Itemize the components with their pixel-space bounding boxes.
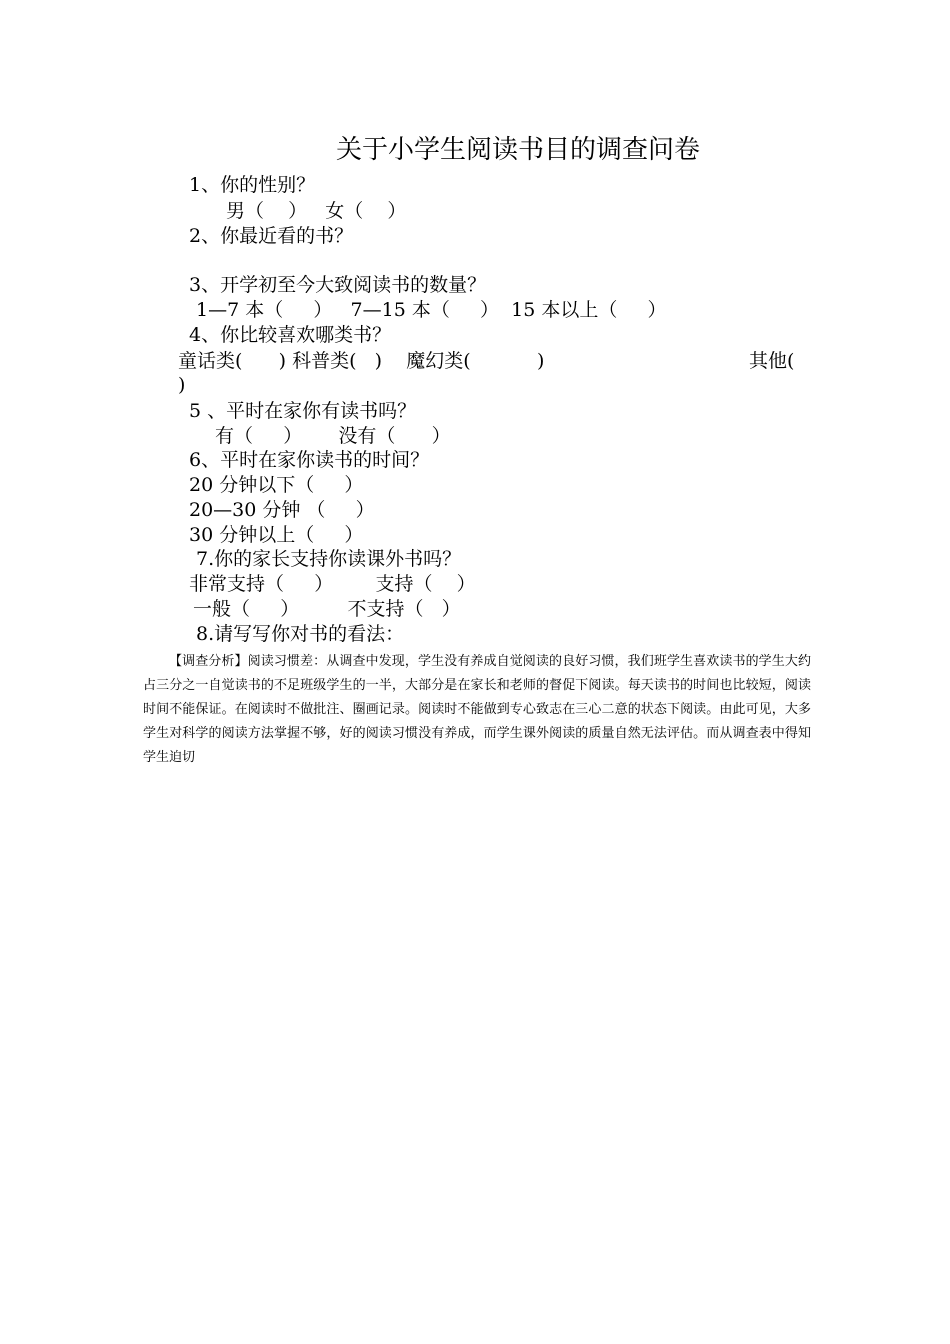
question-7-label: 7.你的家长支持你读课外书吗？	[196, 548, 462, 570]
question-5-options: 有（ ） 没有（ ）	[215, 425, 451, 447]
question-1-label: 1、你的性别？	[189, 174, 316, 196]
question-6-option-2: 20—30 分钟 （ ）	[189, 499, 375, 521]
question-3-label: 3、开学初至今大致阅读书的数量？	[189, 274, 487, 296]
question-7-options-1: 非常支持（ ） 支持（ ）	[189, 573, 476, 595]
page-title: 关于小学生阅读书目的调查问卷	[335, 135, 700, 165]
question-2-label: 2、你最近看的书？	[189, 225, 354, 247]
question-6-option-3: 30 分钟以上（ ）	[189, 524, 364, 546]
question-4-options-c: )	[178, 374, 186, 396]
question-6-option-1: 20 分钟以下（ ）	[189, 474, 364, 496]
question-6-label: 6、平时在家你读书的时间？	[189, 449, 430, 471]
question-8-label: 8.请写写你对书的看法：	[196, 623, 405, 645]
question-1-options: 男（ ） 女（ ）	[226, 200, 407, 222]
question-7-options-2: 一般（ ） 不支持（ ）	[193, 598, 461, 620]
question-5-label: 5 、平时在家你有读书吗？	[189, 400, 417, 422]
question-3-options: 1—7 本（ ） 7—15 本（ ） 15 本以上（ ）	[196, 299, 667, 321]
survey-analysis-paragraph: 【调查分析】阅读习惯差：从调查中发现，学生没有养成自觉阅读的良好习惯，我们班学生喜欢读书的学生大约占三分之一自觉读书的不足班级学生的一半，大部分是在家长和老师的督促下阅读。每天读书的时间也比较短，阅读时间不能保证。在阅读时不做批注、圈画记录。阅读时不能做到专心致志在三心二意的状态下阅读。由此可见，大多学生对科学的阅读方法掌握不够，好的阅读习惯没有养成，而学生课外阅读的质量自然无法评估。而从调查表中得知学生迫切	[143, 654, 811, 765]
question-4-options-b: 其他(	[749, 350, 795, 372]
question-4-options-a: 童话类( ) 科普类( ) 魔幻类( )	[178, 350, 545, 372]
question-4-label: 4、你比较喜欢哪类书？	[189, 324, 392, 346]
